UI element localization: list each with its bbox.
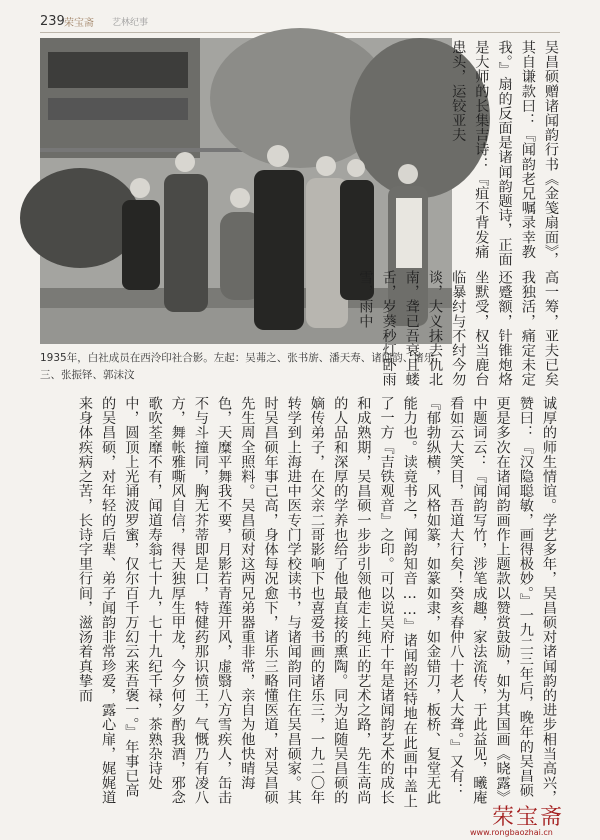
right-column-text: 吴昌硕赠诸闻韵行书《金笺扇面》，其自谦款曰：『闻韵老兄嘱录幸教我。』扇的反面是诸闻韵题诗，正面是大师的长集吉诗：『疽不背发痛患头，运铰亚夫 [450,40,559,267]
header-brand: 荣宝斋 [64,18,94,29]
footer-logo: 荣宝斋 [492,805,565,830]
section-title: 艺林纪事 [112,18,149,28]
photo-caption: 1935年，白社成员在西泠印社合影。左起：吴茀之、张书旂、潘天寿、诸闻韵、诸乐三、张振铎、郭沫汶 [40,352,435,381]
main-body-text: 诚厚的师生情谊。学艺多年，吴昌硕对诸闻韵的进步相当高兴，赞曰：『汉隐聪敏，画得极妙。』一九二三年后，晚年的吴昌硕更是多次在诸闻韵画作上题款以赞赏鼓励，如为其国画《晓露》中题词云：『闻韵写竹，涉笔成趣，家法流传，于此益见，曦庵看如云大笑目，吾道大行矣！癸亥春仲八十老人大聋。』又有：『郁勃纵横，风格如篆，如篆如隶，如金错刀，板桥、复堂无此能力也。读竟书之，闻韵知音……』诸闻韵还特地在此画中盖上了一方『吉铁观音』之印。可以说吴府十年是诸闻韵艺术的成长和成熟期，吴昌硕一步步引领他走上纯正的艺术之路，先生高尚的人品和深厚的学养也给了他最直接的熏陶。同为追随吴昌硕的嫡传弟子，在父亲二哥影响下也喜爱书画的诸乐三，一九二〇年转学到上海进中医专门学校读书，与诸闻韵同住在吴昌硕家。其时吴昌硕年事已高，身体每况愈下，诸乐三略懂医道，对吴昌硕先生周全照料。吴昌硕对这两兄弟器重非常，亲自为他快晴海色，天糜平舞我不要，月影若青莲开风，虚翳八方雪疾人，缶击不与斗撞同，胸无芥蒂即是口，特健药那识愤王，气慨乃有凌八方，舞帐雅嘶风自信，得天独厚生甲龙，今夕何夕酌我酒，邪念歌吹荃靡不有，闻道寿翁七十九，七十九纪千禄，茶熟杂诗处中，圆顶上光诵波罗蜜，仅尔百千万幻云来吾褒一。』年事已高的吴昌硕，对年轻的后辈、弟子闻韵非常珍爱，露心扉，娓娓道来身体疾病之苦，长诗字里行间，滋汤着真挚而 [76,396,557,809]
page-number: 239 [40,14,65,29]
right-column-continued: 高一筹，亚夫已矣我独活，痛定未定还蹙额，针锥炮烙坐默受，权当鹿台临暴纣与不纣今勿谈，大义抹去仇北南，聋已吾衰且蝼舌，岁葵秒灯卧雨雪，雨中 [357,270,559,387]
footer-url[interactable]: www.rongbaozhai.cn [470,828,553,837]
